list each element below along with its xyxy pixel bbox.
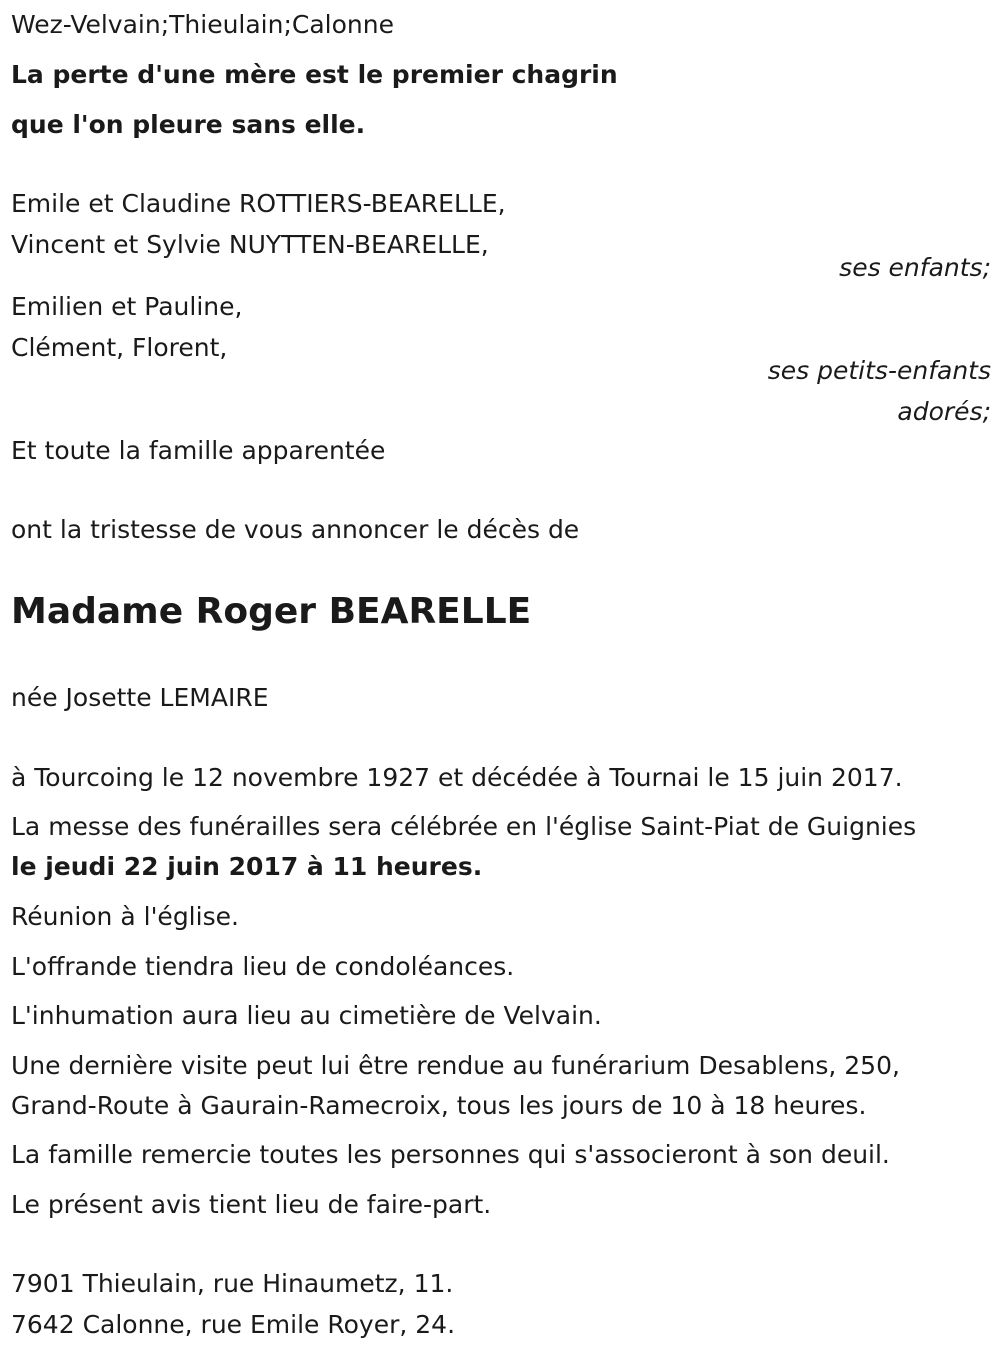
location-header: Wez-Velvain;Thieulain;Calonne [11, 10, 394, 39]
address-line-2: 7642 Calonne, rue Emile Royer, 24. [11, 1310, 456, 1339]
thanks-line: La famille remercie toutes les personnes qui s'associeront à son deuil. [11, 1140, 890, 1169]
quote-line-2: que l'on pleure sans elle. [11, 110, 366, 139]
notice-line: Le présent avis tient lieu de faire-part. [11, 1190, 492, 1219]
grandchildren-role-2: adorés; [897, 397, 991, 426]
announcement-line: ont la tristesse de vous annoncer le décès de [11, 515, 580, 544]
visit-line-2: Grand-Route à Gaurain-Ramecroix, tous les jours de 10 à 18 heures. [11, 1091, 867, 1120]
grandchildren-role-1: ses petits-enfants [767, 356, 991, 385]
quote-line-1: La perte d'une mère est le premier chagrin [11, 60, 618, 89]
children-role: ses enfants; [839, 253, 991, 282]
grandchild-entry-2: Clément, Florent, [11, 333, 228, 362]
meeting-line: Réunion à l'église. [11, 902, 239, 931]
offering-line: L'offrande tiendra lieu de condoléances. [11, 952, 515, 981]
visit-line-1: Une dernière visite peut lui être rendue au funérarium Desablens, 250, [11, 1051, 900, 1080]
family-line: Et toute la famille apparentée [11, 436, 386, 465]
child-entry-2: Vincent et Sylvie NUYTTEN-BEARELLE, [11, 230, 489, 259]
address-line-1: 7901 Thieulain, rue Hinaumetz, 11. [11, 1269, 454, 1298]
grandchild-entry-1: Emilien et Pauline, [11, 292, 243, 321]
mass-line: La messe des funérailles sera célébrée en l'église Saint-Piat de Guignies [11, 812, 917, 841]
deceased-name: Madame Roger BEARELLE [11, 591, 532, 632]
mass-date-line: le jeudi 22 juin 2017 à 11 heures. [11, 852, 483, 881]
birth-death-line: à Tourcoing le 12 novembre 1927 et décédée à Tournai le 15 juin 2017. [11, 763, 903, 792]
maiden-name: née Josette LEMAIRE [11, 683, 269, 712]
burial-line: L'inhumation aura lieu au cimetière de Velvain. [11, 1001, 602, 1030]
child-entry-1: Emile et Claudine ROTTIERS-BEARELLE, [11, 189, 506, 218]
